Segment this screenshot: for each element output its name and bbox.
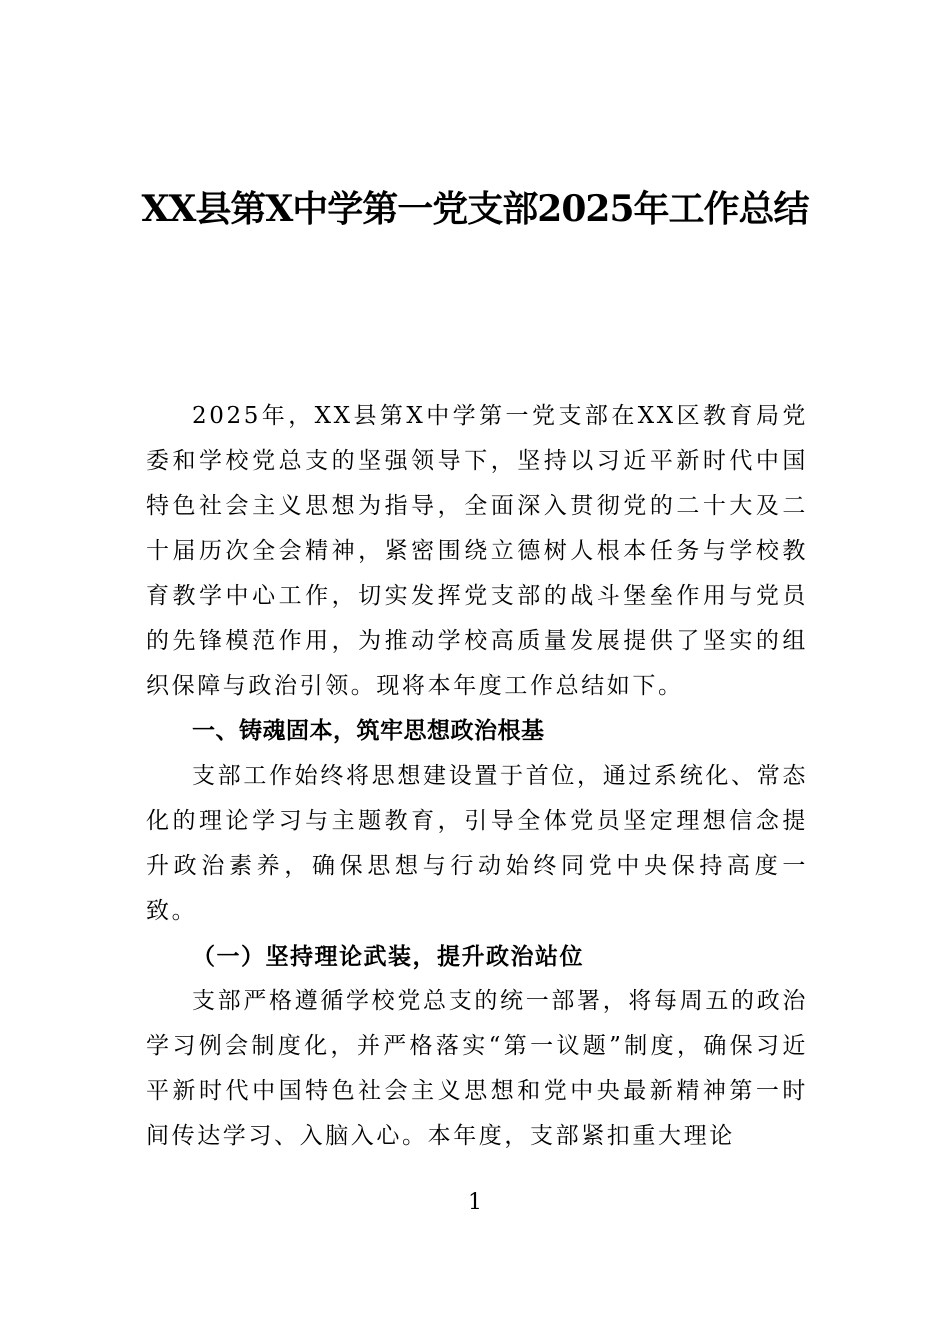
document-title: XX县第X中学第一党支部2025年工作总结	[141, 188, 809, 230]
page-number: 1	[468, 1190, 482, 1215]
section-paragraph: 支部工作始终将思想建设置于首位，通过系统化、常态化的理论学习与主题教育，引导全体党员坚定理想信念提升政治素养，确保思想与行动始终同党中央保持高度一致。	[146, 763, 808, 924]
intro-paragraph: 2025年，XX县第X中学第一党支部在XX区教育局党委和学校党总支的坚强领导下，坚持以习近平新时代中国特色社会主义思想为指导，全面深入贯彻党的二十大及二十届历次全会精神，紧密围绕立德树人根本任务与学校教育教学中心工作，切实发挥党支部的战斗堡垒作用与党员的先锋模范作用，为推动学校高质量发展提供了坚实的组织保障与政治引领。现将本年度工作总结如下。	[146, 403, 808, 699]
section-heading: 一、铸魂固本，筑牢思想政治根基	[192, 718, 545, 744]
subsection-paragraph: 支部严格遵循学校党总支的统一部署，将每周五的政治学习例会制度化，并严格落实“第一议题”制度，确保习近平新时代中国特色社会主义思想和党中央最新精神第一时间传达学习、入脑入心。本年度，支部紧扣重大理论	[146, 988, 808, 1149]
subsection-heading: （一）坚持理论武装，提升政治站位	[192, 943, 584, 970]
document-body	[146, 394, 808, 1159]
